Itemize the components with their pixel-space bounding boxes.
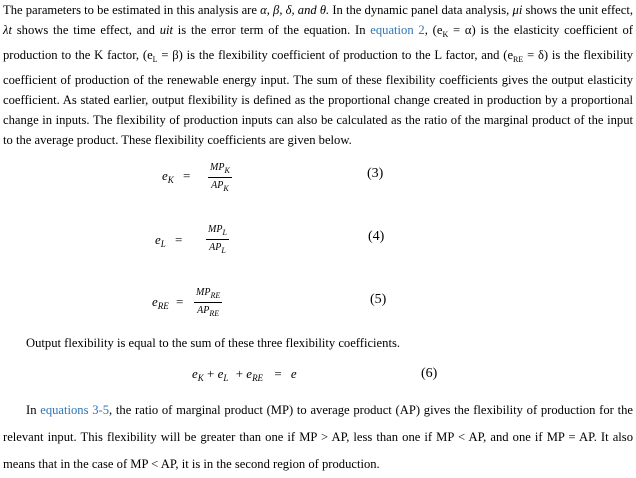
subscript: RE [209, 309, 220, 318]
equation-3-lhs [162, 168, 190, 185]
subscript: L [223, 373, 229, 383]
text: shows the unit effect, [522, 3, 634, 17]
text: = β) is the flexibility coefficient of production to the L factor, and (e [157, 48, 514, 62]
equation-4-lhs [155, 232, 182, 249]
plus-sign: + [235, 366, 244, 381]
denominator [207, 242, 228, 255]
text: In the dynamic panel data analysis, [329, 3, 513, 17]
fraction-bar [206, 239, 229, 240]
equation-6-number: (6) [421, 366, 438, 381]
equation-5-number: (5) [370, 292, 387, 307]
equation-3-number: (3) [367, 166, 384, 181]
text: shows the time effect, and [11, 23, 160, 37]
numerator [208, 162, 232, 175]
symbol: e [155, 232, 161, 247]
equals-sign: = [175, 232, 183, 247]
text: MP [196, 287, 211, 298]
fraction-bar [208, 177, 232, 178]
fraction-bar [194, 302, 222, 303]
equation-4-fraction [206, 224, 229, 255]
subscript: K [197, 373, 204, 383]
plus-sign: + [207, 366, 215, 381]
symbol: e [217, 366, 224, 381]
numerator [206, 224, 229, 237]
subscript: L [221, 246, 226, 255]
text: uit [159, 23, 173, 37]
text: AP [209, 242, 222, 253]
symbol: e [162, 168, 168, 183]
subscript: L [160, 239, 166, 249]
equation-4-number: (4) [368, 229, 385, 244]
text: = α) is the elasticity coefficient of production to the K factor, (e [3, 23, 633, 62]
equations-3-5-link[interactable]: equations 3-5 [40, 403, 110, 417]
subscript: K [442, 30, 449, 39]
equation-3-fraction [208, 162, 232, 193]
subscript: K [224, 166, 230, 175]
symbol: e [246, 366, 253, 381]
paragraph-ratio [3, 397, 633, 478]
text: μi [512, 3, 523, 17]
text: = δ) is the flexibility coefficient of production of the renewable energy input. The sum of these flexibility coefficients gives the output elasticity coefficient. As stated earlier, output flexibility is defined as the proportional change created in production by a proportional change in inputs. The flexibility of production inputs can also be calculated as the ratio of the marginal product of the input to the average product. These flexibility coefficients are given below. [3, 48, 633, 147]
text: AP [211, 180, 224, 191]
subscript: L [152, 55, 158, 64]
text: , the ratio of marginal product (MP) to average product (AP) gives the flexibility of production for the relevant input. This flexibility will be greater than one if MP > AP, less than one if MP < AP, and one if MP = AP. It also means that in the case of MP < AP, it is in the second region of production. [3, 403, 633, 471]
subscript: L [222, 228, 227, 237]
denominator [209, 180, 231, 193]
paragraph-output-flexibility: Output flexibility is equal to the sum of these three flexibility coefficients. [26, 336, 400, 350]
text: α, β, δ, and θ. [260, 3, 330, 17]
equation-6 [192, 366, 297, 383]
text: AP [197, 305, 210, 316]
text: is the error term of the equation. In [173, 23, 371, 37]
text: , (e [424, 23, 443, 37]
equals-sign: = [183, 168, 191, 183]
text: In [26, 403, 41, 417]
symbol: e [152, 294, 158, 309]
denominator [195, 305, 221, 318]
paragraph-parameters [3, 0, 633, 150]
numerator [194, 287, 222, 300]
equation-2-link[interactable]: equation 2 [370, 23, 425, 37]
subscript: RE [157, 301, 169, 311]
text: MP [208, 224, 223, 235]
equals-sign: = [274, 366, 282, 381]
text: MP [210, 162, 225, 173]
symbol: e [192, 366, 198, 381]
symbol: e [290, 366, 297, 381]
subscript: RE [252, 373, 264, 383]
subscript: RE [513, 55, 524, 64]
subscript: RE [210, 291, 221, 300]
text: The parameters to be estimated in this analysis are [3, 3, 261, 17]
subscript: K [223, 184, 229, 193]
equals-sign: = [176, 294, 184, 309]
subscript: K [167, 175, 174, 185]
equation-5-fraction [194, 287, 222, 318]
text: λt [3, 23, 12, 37]
equation-5-lhs [152, 294, 183, 311]
